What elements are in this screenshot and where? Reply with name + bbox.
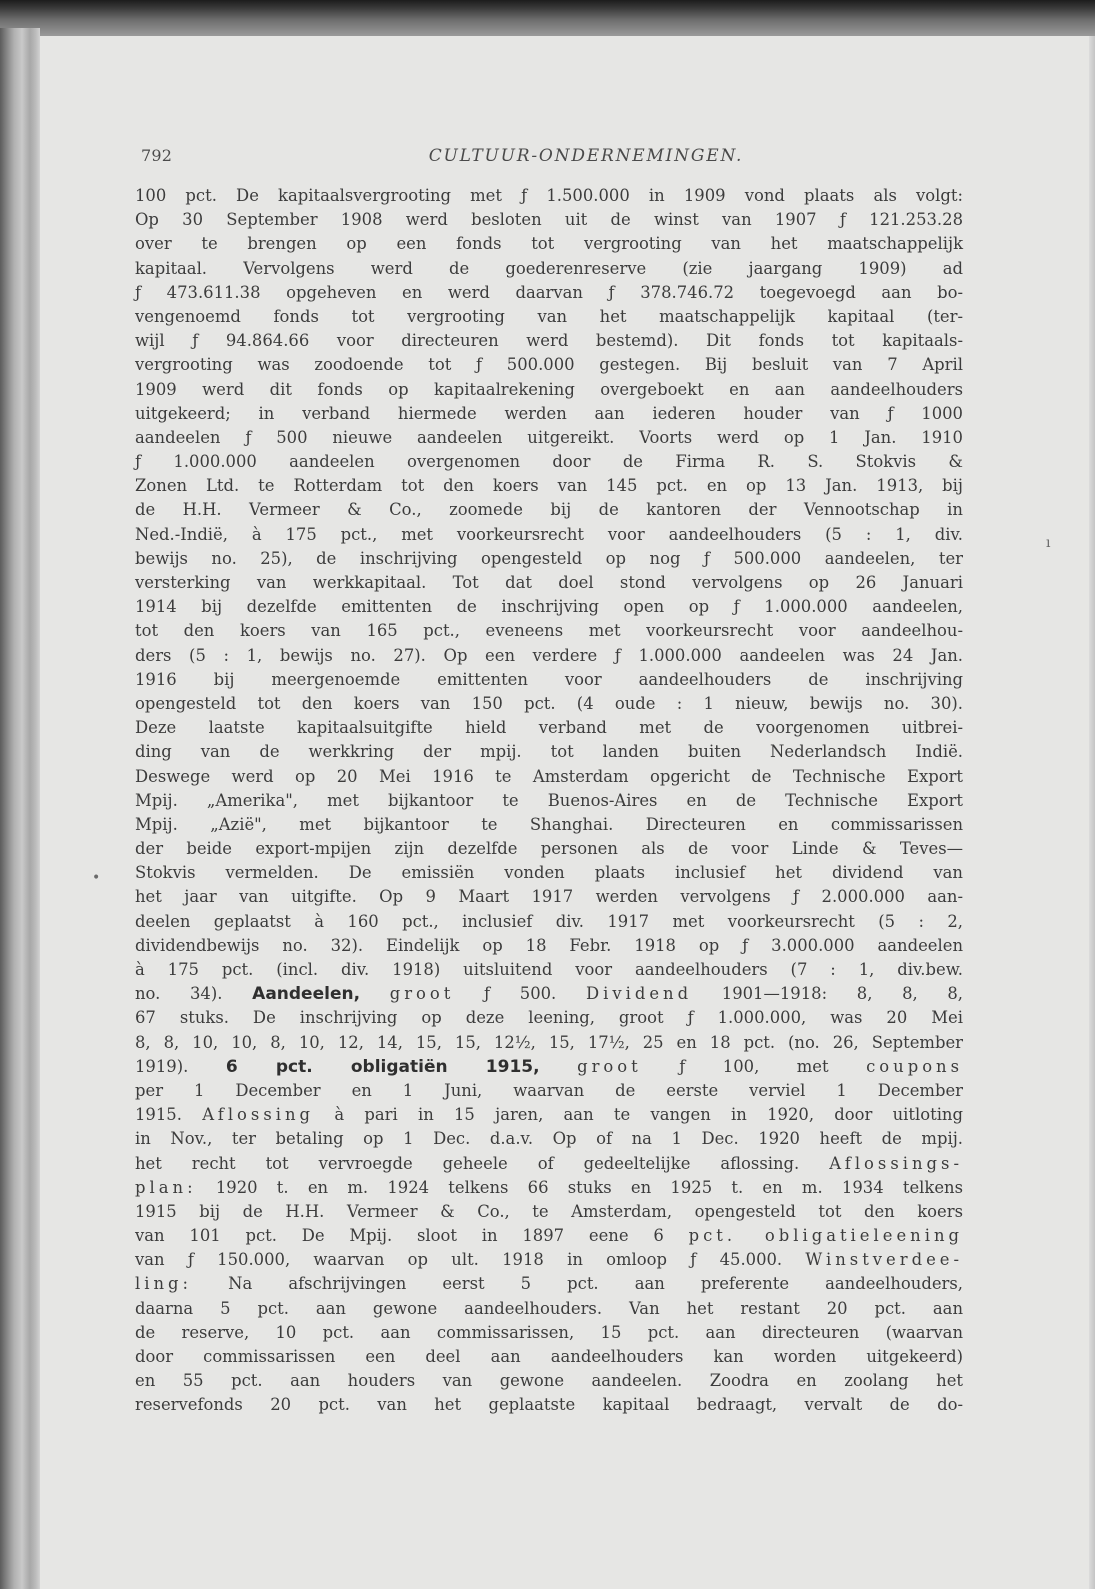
text-line: ƒ 473.611.38 opgeheven en werd daarvan ƒ 378.746.72 toegevoegd aan bo-: [135, 282, 963, 302]
text-line: bewijs no. 25), de inschrijving opengesteld op nog ƒ 500.000 aandeelen, ter: [135, 548, 963, 568]
text-fragment: ƒ 500.: [484, 984, 557, 1004]
section-heading-obligatien: 6 pct. obligatiën 1915,: [225, 1056, 540, 1077]
text-line-aflossingsplan-b: [135, 1176, 963, 1200]
text-line: Stokvis vermelden. De emissiën vonden plaats inclusief het dividend van: [135, 863, 963, 883]
text-line-aflossingsplan-a: [135, 1152, 963, 1176]
text-line: 1916 bij meergenoemde emittenten voor aandeelhouders de inschrijving: [135, 669, 963, 689]
spaced-term: Aflossing: [202, 1105, 315, 1125]
text-fragment: à pari in 15 jaren, aan te vangen in 1920, door uitloting: [334, 1105, 963, 1125]
text-line: aandeelen ƒ 500 nieuwe aandeelen uitgereikt. Voorts werd op 1 Jan. 1910: [135, 427, 963, 447]
text-line: à 175 pct. (incl. div. 1918) uitsluitend voor aandeelhouders (7 : 1, div.bew.: [135, 960, 963, 979]
page-number: 792: [141, 146, 173, 165]
text-line-winst-b: [135, 1272, 963, 1296]
text-line: Ned.-Indië, à 175 pct., met voorkeursrecht voor aandeelhouders (5 : 1, div.: [135, 524, 963, 544]
text-line: wijl ƒ 94.864.66 voor directeuren werd bestemd). Dit fonds tot kapitaals-: [135, 331, 963, 351]
spaced-term: coupons: [866, 1056, 964, 1076]
spaced-term: groot: [389, 984, 455, 1004]
text-fragment: van ƒ 150.000, waarvan op ult. 1918 in omloop ƒ 45.000.: [135, 1250, 783, 1270]
text-line: der beide export-mpijen zijn dezelfde personen als de voor Linde & Teves—: [135, 839, 963, 859]
text-fragment: 1901—1918: 8, 8, 8,: [721, 984, 964, 1004]
text-line: Zonen Ltd. te Rotterdam tot den koers van 145 pct. en op 13 Jan. 1913, bij: [135, 476, 963, 496]
text-line: Mpij. „Amerika", met bijkantoor te Buenos-Aires en de Technische Export: [135, 790, 963, 810]
body-text: [135, 184, 963, 1418]
text-line: 100 pct. De kapitaalsvergrooting met ƒ 1.500.000 in 1909 vond plaats als volgt:: [135, 186, 963, 205]
text-line-aandeelen: [135, 982, 963, 1006]
text-line: daarna 5 pct. aan gewone aandeelhouders. Van het restant 20 pct. aan: [135, 1298, 963, 1318]
text-fragment: no. 34).: [135, 984, 223, 1004]
text-line: kapitaal. Vervolgens werd de goederenreserve (zie jaargang 1909) ad: [135, 258, 963, 278]
spaced-term: Aflossings-: [829, 1153, 963, 1173]
text-line: in Nov., ter betaling op 1 Dec. d.a.v. Op of na 1 Dec. 1920 heeft de mpij.: [135, 1129, 963, 1149]
text-line-obligatieleening: [135, 1224, 963, 1248]
spaced-term: Winstverdee-: [805, 1250, 964, 1270]
text-fragment: het recht tot vervroegde geheele of gedeeltelijke aflossing.: [135, 1153, 800, 1173]
spaced-term: pct. obligatieleening: [688, 1226, 963, 1246]
text-line: en 55 pct. aan houders van gewone aandeelen. Zoodra en zoolang het: [135, 1371, 963, 1391]
spaced-term: groot: [577, 1056, 642, 1076]
running-title: CULTUUR-ONDERNEMINGEN.: [428, 146, 744, 166]
text-line: Mpij. „Azië", met bijkantoor te Shanghai. Directeuren en commissarissen: [135, 814, 963, 834]
text-fragment: 1915.: [135, 1105, 182, 1125]
text-line: opengesteld tot den koers van 150 pct. (4 oude : 1 nieuw, bewijs no. 30).: [135, 693, 963, 713]
text-line: 1909 werd dit fonds op kapitaalrekening overgeboekt en aan aandeelhouders: [135, 379, 963, 399]
text-fragment: ƒ 100, met: [679, 1056, 829, 1076]
margin-mark-right: ı: [1046, 535, 1051, 551]
text-line-aflossing: [135, 1103, 963, 1127]
spaced-term: plan:: [135, 1177, 197, 1197]
text-line: Deswege werd op 20 Mei 1916 te Amsterdam opgericht de Technische Export: [135, 766, 963, 786]
text-line: per 1 December en 1 Juni, waarvan de eerste verviel 1 December: [135, 1080, 963, 1100]
text-fragment: 1920 t. en m. 1924 telkens 66 stuks en 1925 t. en m. 1934 telkens: [215, 1177, 963, 1197]
text-line: vergrooting was zoodoende tot ƒ 500.000 gestegen. Bij besluit van 7 April: [135, 355, 963, 375]
scan-binding-edge: [0, 28, 40, 1589]
text-line: ding van de werkkring der mpij. tot landen buiten Nederlandsch Indië.: [135, 742, 963, 762]
text-line: 1914 bij dezelfde emittenten de inschrijving open op ƒ 1.000.000 aandeelen,: [135, 597, 963, 617]
text-line: uitgekeerd; in verband hiermede werden aan iederen houder van ƒ 1000: [135, 403, 963, 423]
margin-mark-left: •: [92, 870, 101, 886]
text-line: 8, 8, 10, 10, 8, 10, 12, 14, 15, 15, 12½, 15, 17½, 25 en 18 pct. (no. 26, September: [135, 1032, 963, 1052]
scan-top-edge: [0, 0, 1095, 38]
text-line: over te brengen op een fonds tot vergrooting van het maatschappelijk: [135, 234, 963, 254]
text-line: deelen geplaatst à 160 pct., inclusief div. 1917 met voorkeursrecht (5 : 2,: [135, 911, 963, 931]
text-fragment: van 101 pct. De Mpij. sloot in 1897 eene 6: [135, 1226, 664, 1246]
page-header: [141, 146, 971, 168]
text-fragment: 1919).: [135, 1056, 189, 1076]
text-line: 67 stuks. De inschrijving op deze leening, groot ƒ 1.000.000, was 20 Mei: [135, 1008, 963, 1028]
section-heading-aandeelen: Aandeelen,: [252, 984, 361, 1005]
text-line: reservefonds 20 pct. van het geplaatste kapitaal bedraagt, vervalt de do-: [135, 1395, 963, 1415]
text-line: tot den koers van 165 pct., eveneens met voorkeursrecht voor aandeelhou-: [135, 621, 963, 641]
text-line: de reserve, 10 pct. aan commissarissen, 15 pct. aan directeuren (waarvan: [135, 1322, 963, 1342]
text-line: ders (5 : 1, bewijs no. 27). Op een verdere ƒ 1.000.000 aandeelen was 24 Jan.: [135, 645, 963, 665]
text-line: 1915 bij de H.H. Vermeer & Co., te Amsterdam, opengesteld tot den koers: [135, 1201, 963, 1221]
text-line: ƒ 1.000.000 aandeelen overgenomen door de Firma R. S. Stokvis &: [135, 452, 963, 472]
text-line-winst-a: [135, 1248, 963, 1272]
text-line: vengenoemd fonds tot vergrooting van het maatschappelijk kapitaal (ter-: [135, 306, 963, 326]
text-fragment: Na afschrijvingen eerst 5 pct. aan preferente aandeelhouders,: [228, 1274, 963, 1294]
text-line: Op 30 September 1908 werd besloten uit de winst van 1907 ƒ 121.253.28: [135, 210, 963, 230]
page-right-edge: [1089, 36, 1095, 1589]
text-line: versterking van werkkapitaal. Tot dat doel stond vervolgens op 26 Januari: [135, 573, 963, 592]
text-line-obligatien: [135, 1055, 963, 1079]
text-line: door commissarissen een deel aan aandeelhouders kan worden uitgekeerd): [135, 1347, 963, 1366]
text-line: Deze laatste kapitaalsuitgifte hield verband met de voorgenomen uitbrei-: [135, 718, 963, 738]
text-line: de H.H. Vermeer & Co., zoomede bij de kantoren der Vennootschap in: [135, 500, 963, 520]
spaced-term: Dividend: [585, 984, 693, 1004]
spaced-term: ling:: [135, 1274, 193, 1294]
text-line: dividendbewijs no. 32). Eindelijk op 18 Febr. 1918 op ƒ 3.000.000 aandeelen: [135, 935, 963, 955]
text-line: het jaar van uitgifte. Op 9 Maart 1917 werden vervolgens ƒ 2.000.000 aan-: [135, 887, 963, 907]
